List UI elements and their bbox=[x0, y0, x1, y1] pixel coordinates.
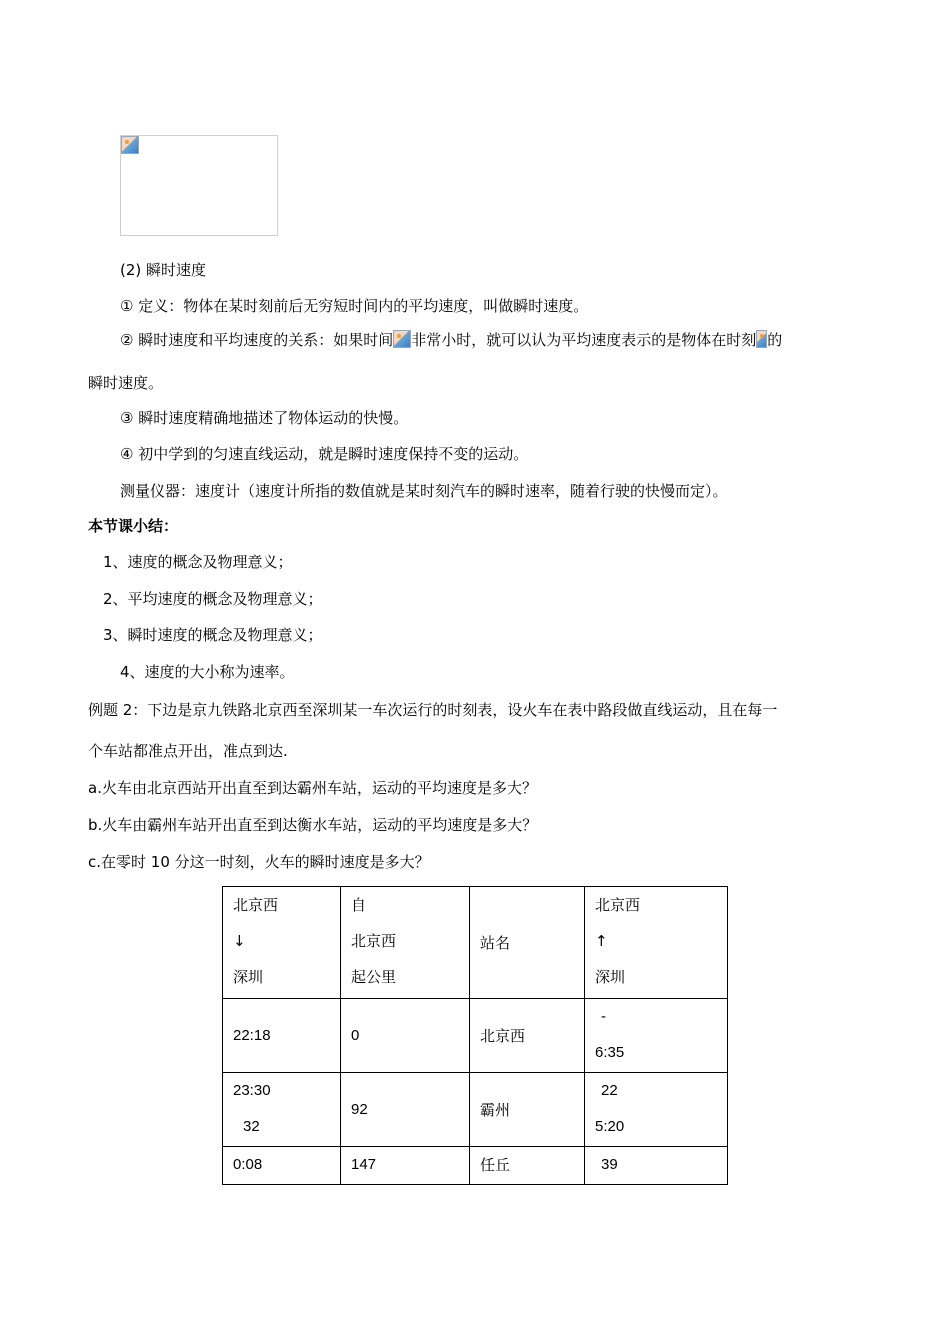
header-cell-station bbox=[470, 887, 585, 999]
table-cell bbox=[223, 999, 341, 1073]
example-line-1: 例题 2：下边是京九铁路北京西至深圳某一车次运行的时刻表，设火车在表中路段做直线运动，且在每一 bbox=[88, 701, 778, 719]
broken-image-icon bbox=[121, 136, 139, 154]
header-text: 深圳 bbox=[233, 968, 264, 986]
question-b: b.火车由霸州车站开出直至到达衡水车站，运动的平均速度是多大？ bbox=[88, 816, 538, 834]
header-text: 自 bbox=[351, 896, 367, 914]
header-cell-northbound bbox=[585, 887, 728, 999]
down-arrow-icon: ↓ bbox=[233, 932, 246, 950]
up-arrow-icon: ↑ bbox=[595, 932, 608, 950]
table-cell bbox=[223, 1073, 341, 1147]
summary-item-2: 2、平均速度的概念及物理意义； bbox=[103, 590, 323, 608]
cell-text: 霸州 bbox=[480, 1100, 511, 1119]
summary-item-4: 4、速度的大小称为速率。 bbox=[120, 663, 295, 681]
cell-text: 任丘 bbox=[480, 1156, 511, 1174]
table-cell bbox=[341, 999, 470, 1073]
header-cell-southbound bbox=[223, 887, 341, 999]
time-t-formula-icon bbox=[756, 330, 767, 348]
example-line-2: 个车站都准点开出，准点到达. bbox=[88, 742, 288, 760]
section-title: (2) 瞬时速度 bbox=[120, 261, 207, 279]
timetable bbox=[222, 886, 728, 1185]
summary-title: 本节课小结： bbox=[88, 517, 179, 535]
relation-text-c: 的 bbox=[767, 331, 783, 349]
table-cell bbox=[585, 999, 728, 1073]
question-c: c.在零时 10 分这一时刻，火车的瞬时速度是多大？ bbox=[88, 853, 430, 871]
relation-text-a: ② 瞬时速度和平均速度的关系：如果时间 bbox=[120, 331, 394, 349]
relation-text-b: 非常小时，就可以认为平均速度表示的是物体在时刻 bbox=[411, 331, 757, 349]
cell-text: 5:20 bbox=[595, 1118, 625, 1135]
missing-image-box bbox=[120, 135, 278, 236]
relation-continued: 瞬时速度。 bbox=[88, 374, 164, 392]
header-text: 北京西 bbox=[595, 896, 641, 914]
table-row bbox=[223, 999, 728, 1073]
question-a: a.火车由北京西站开出直至到达霸州车站，运动的平均速度是多大？ bbox=[88, 779, 537, 797]
table-cell bbox=[585, 1147, 728, 1185]
instrument-text: 测量仪器：速度计（速度计所指的数值就是某时刻汽车的瞬时速率，随着行驶的快慢而定）。 bbox=[120, 482, 728, 500]
cell-text: 22:18 bbox=[233, 1026, 271, 1044]
header-text: 站名 bbox=[480, 933, 511, 952]
table-header-row bbox=[223, 887, 728, 999]
cell-text: 92 bbox=[351, 1100, 368, 1118]
header-cell-distance bbox=[341, 887, 470, 999]
point-three: ③ 瞬时速度精确地描述了物体运动的快慢。 bbox=[120, 409, 409, 427]
cell-text: 23:30 bbox=[233, 1082, 271, 1099]
table-cell bbox=[341, 1073, 470, 1147]
cell-text: 147 bbox=[351, 1156, 377, 1173]
summary-item-3: 3、瞬时速度的概念及物理意义； bbox=[103, 626, 323, 644]
definition-text: ① 定义：物体在某时刻前后无穷短时间内的平均速度，叫做瞬时速度。 bbox=[120, 297, 589, 315]
cell-text: 32 bbox=[243, 1118, 260, 1135]
cell-text: 6:35 bbox=[595, 1044, 625, 1061]
table-cell bbox=[585, 1073, 728, 1147]
cell-text: 0:08 bbox=[233, 1156, 263, 1173]
cell-text: 22 bbox=[601, 1082, 618, 1099]
table-cell bbox=[223, 1147, 341, 1185]
header-text: 北京西 bbox=[351, 932, 397, 950]
relation-paragraph bbox=[120, 330, 782, 350]
summary-item-1: 1、速度的概念及物理意义； bbox=[103, 553, 293, 571]
table-cell bbox=[470, 999, 585, 1073]
table-cell bbox=[341, 1147, 470, 1185]
cell-text: 0 bbox=[351, 1026, 360, 1044]
table-cell bbox=[470, 1073, 585, 1147]
header-text: 起公里 bbox=[351, 968, 397, 986]
header-text: 北京西 bbox=[233, 896, 279, 914]
cell-text: 39 bbox=[601, 1156, 618, 1173]
cell-text: 北京西 bbox=[480, 1026, 526, 1045]
point-four: ④ 初中学到的匀速直线运动，就是瞬时速度保持不变的运动。 bbox=[120, 445, 529, 463]
table-row bbox=[223, 1147, 728, 1185]
table-row bbox=[223, 1073, 728, 1147]
cell-text: - bbox=[601, 1008, 606, 1025]
header-text: 深圳 bbox=[595, 968, 626, 986]
table-cell bbox=[470, 1147, 585, 1185]
delta-t-formula-icon bbox=[393, 330, 411, 348]
